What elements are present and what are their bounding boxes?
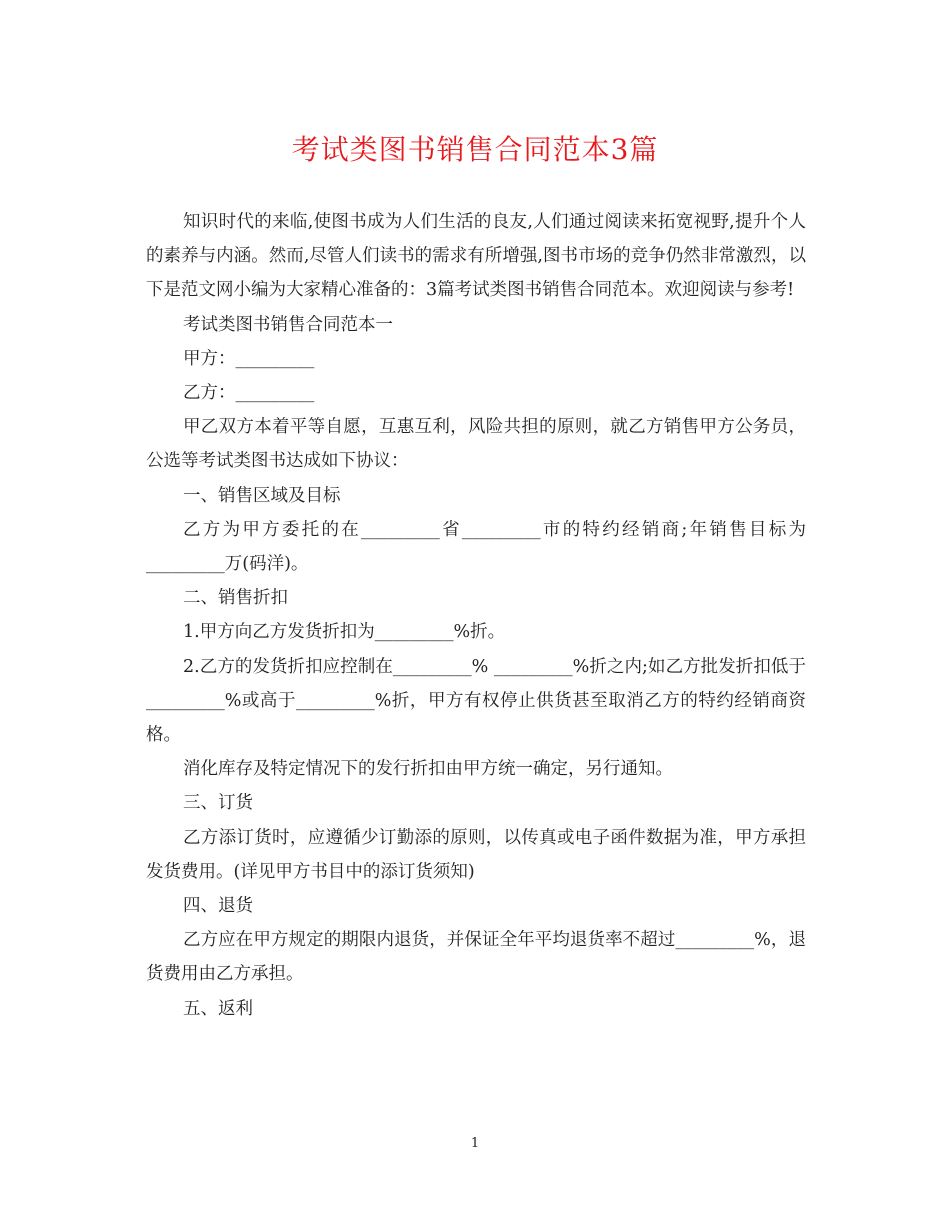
section-heading: 二、销售折扣 [183,588,288,609]
section-heading: 四、退货 [183,896,253,917]
clause-paragraph: 2.乙方的发货折扣应控制在_________% _________%折之内;如乙方批发折扣低于_________%或高于_________%折，甲方有权停止供货甚至取消乙方的特约经销商资格。 [146,656,806,746]
section-heading: 五、返利 [183,998,253,1019]
section-heading: 三、订货 [183,793,253,814]
party-a-line: 甲方：_________ [183,348,315,369]
party-b-line: 乙方：_________ [183,383,315,404]
clause-paragraph: 消化库存及特定情况下的发行折扣由甲方统一确定，另行通知。 [183,759,673,780]
document-body [146,205,806,1026]
clause-paragraph: 乙方为甲方委托的在_________省_________市的特约经销商;年销售目标为_________万(码洋)。 [146,519,806,575]
agreement-paragraph: 甲乙双方本着平等自愿，互惠互利，风险共担的原则，就乙方销售甲方公务员，公选等考试类图书达成如下协议： [146,417,806,472]
clause-paragraph: 1.甲方向乙方发货折扣为_________%折。 [183,622,506,643]
clause-paragraph: 乙方添订货时，应遵循少订勤添的原则，以传真或电子函件数据为准，甲方承担发货费用。(详见甲方书目中的添订货须知) [146,827,806,882]
clause-paragraph: 乙方应在甲方规定的期限内退货，并保证全年平均退货率不超过_________%，退货费用由乙方承担。 [146,930,806,985]
section-heading: 一、销售区域及目标 [183,485,341,506]
document-title: 考试类图书销售合同范本3篇 [291,133,659,166]
intro-paragraph: 知识时代的来临,使图书成为人们生活的良友,人们通过阅读来拓宽视野,提升个人的素养与内涵。然而,尽管人们读书的需求有所增强,图书市场的竞争仍然非常激烈，以下是范文网小编为大家精心准备的：3篇考试类图书销售合同范本。欢迎阅读与参考! [146,212,806,301]
page-number: 1 [470,1136,480,1151]
contract-heading: 考试类图书销售合同范本一 [183,314,393,335]
